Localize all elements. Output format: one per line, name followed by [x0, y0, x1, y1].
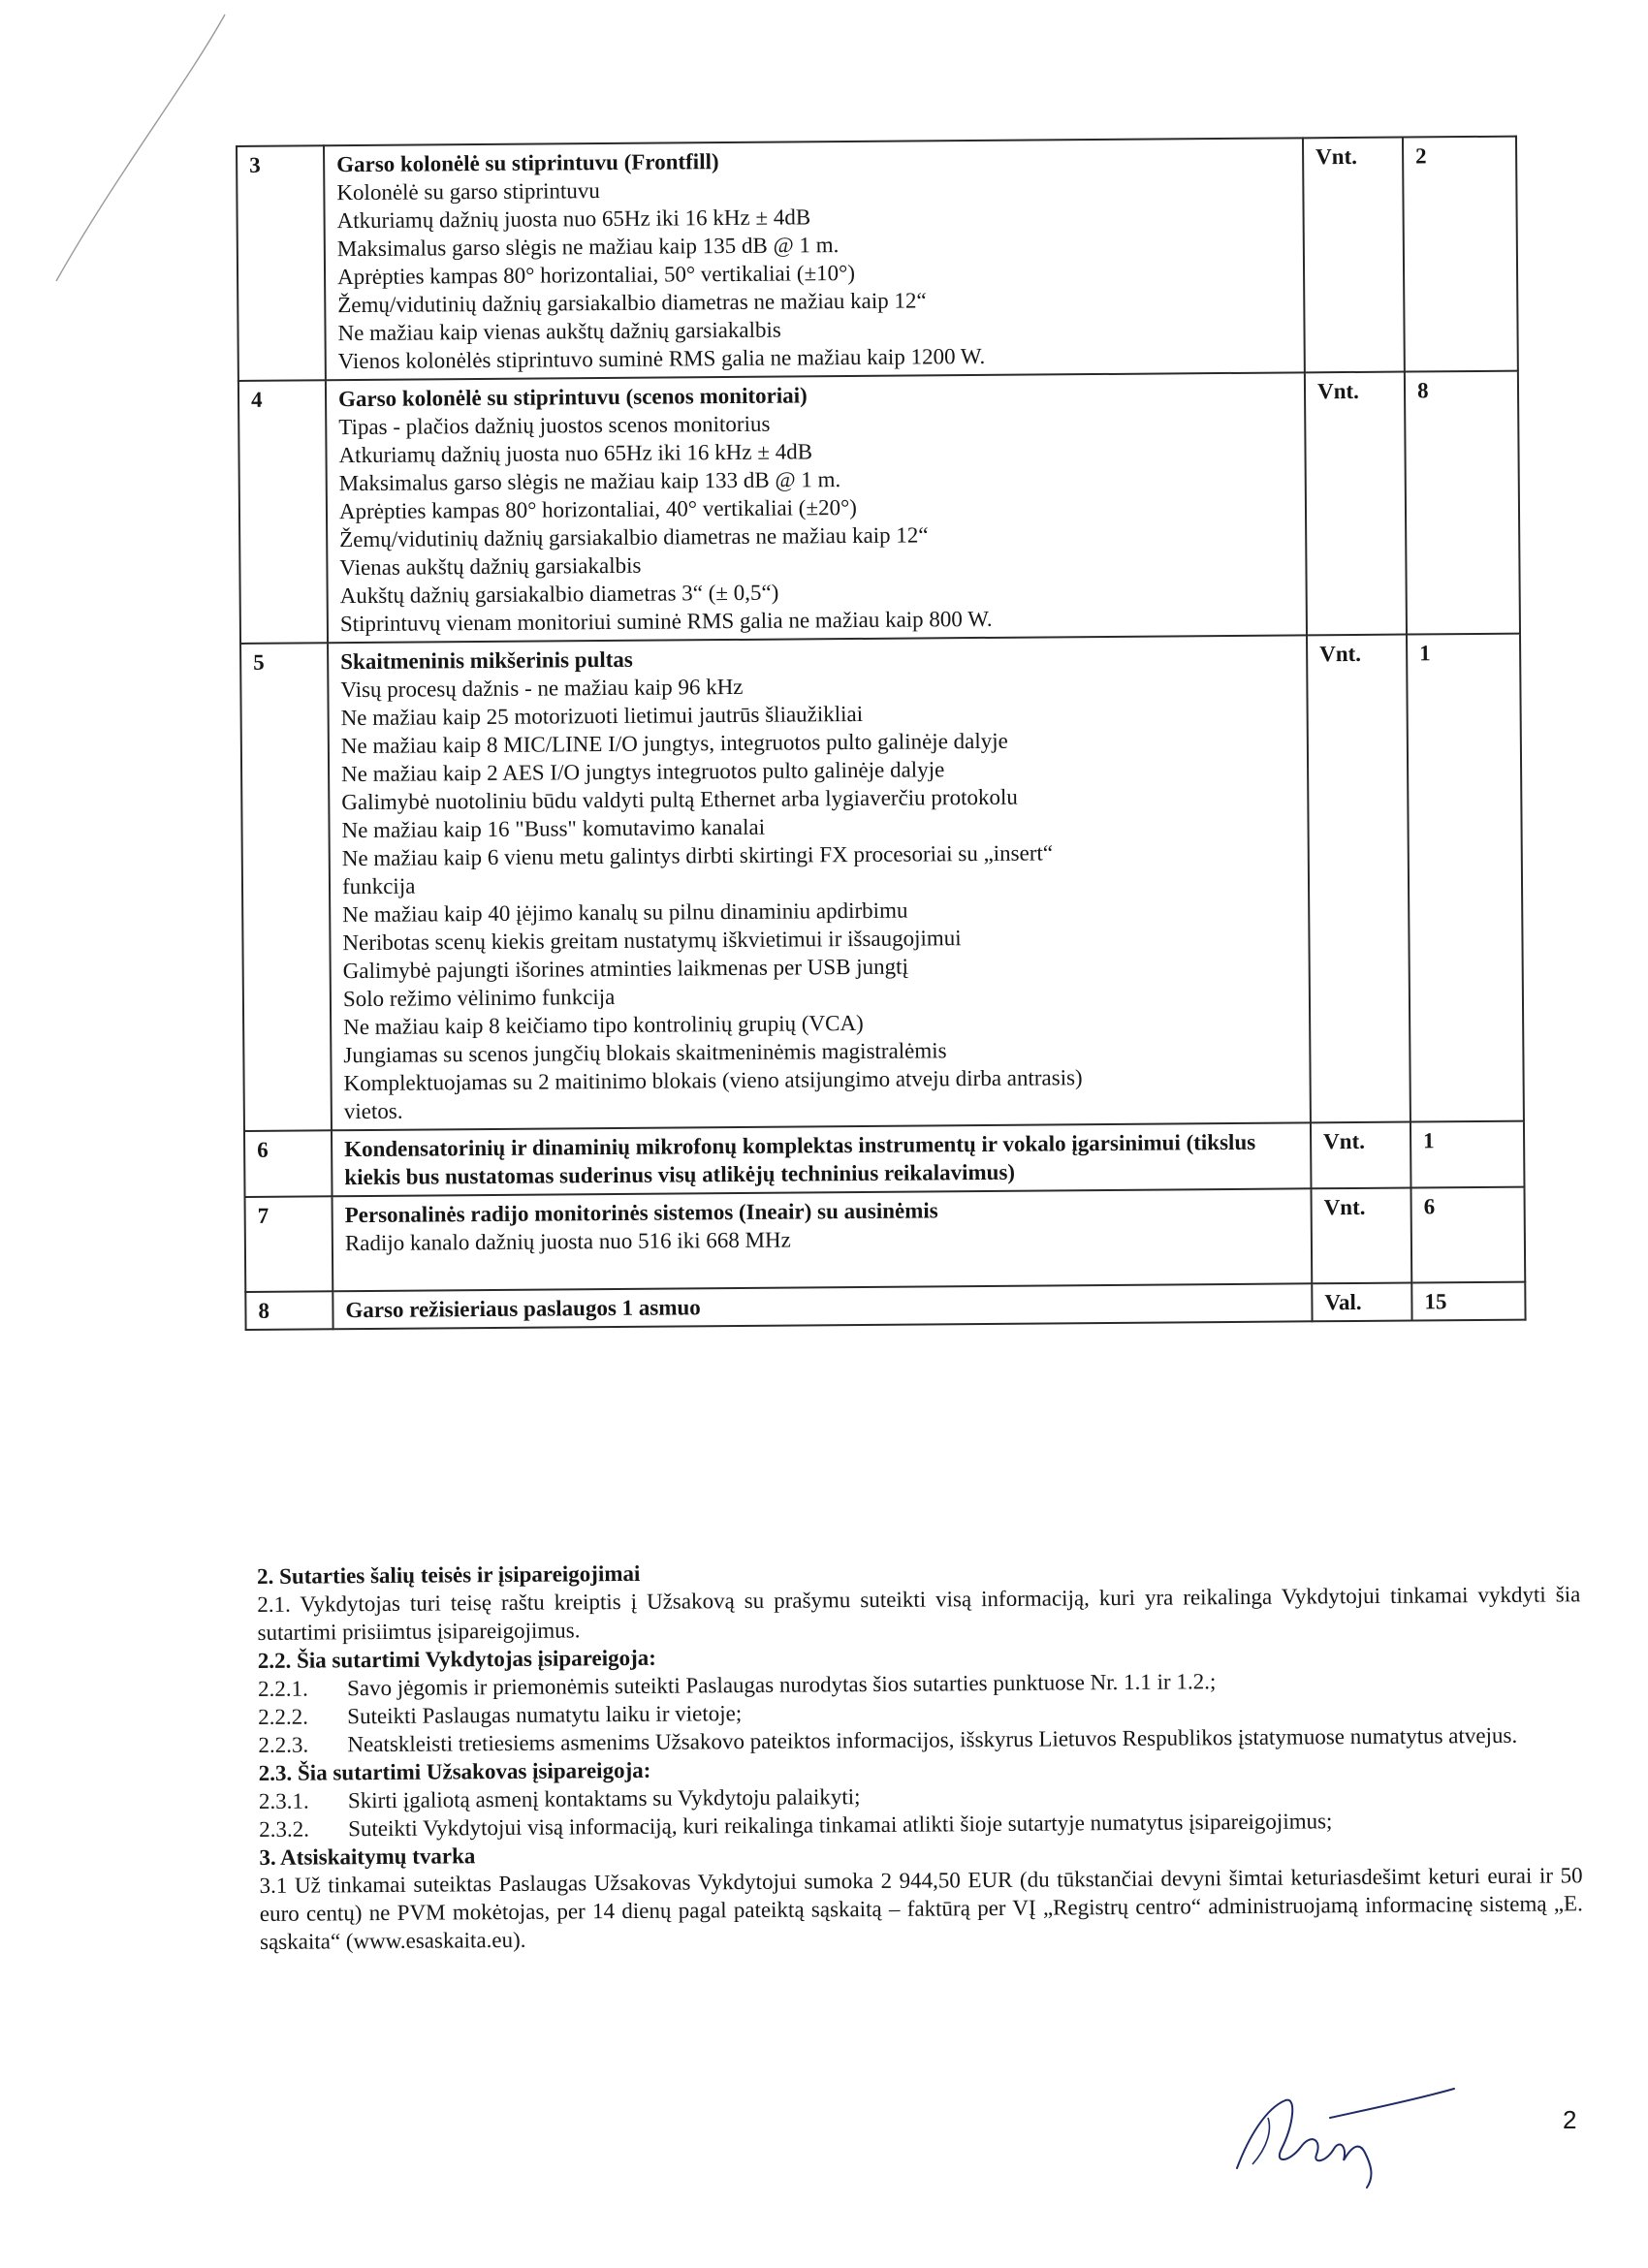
clause-text: Suteikti Vykdytojui visą informaciją, kuri reikalinga tinkamai atlikti šioje sutartyje numatytus įsipareigojimus; — [348, 1809, 1333, 1842]
spec-line: Solo režimo vėlinimo funkcija — [342, 984, 616, 1012]
row-title: Garso kolonėlė su stiprintuvu (Frontfill) — [336, 149, 719, 177]
spec-line: Ne mažiau kaip 40 įėjimo kanalų su pilnu dinaminiu apdirbimu — [342, 898, 908, 928]
clause-text: Suteikti Paslaugas numatytu laiku ir vietoje; — [347, 1701, 743, 1729]
spec-line: Maksimalus garso slėgis ne mažiau kaip 135 dB @ 1 m. — [336, 233, 840, 262]
row-title: Garso kolonėlė su stiprintuvu (scenos monitoriai) — [337, 383, 808, 412]
spec-line: Neribotas scenų kiekis greitam nustatymų iškvietimui ir išsaugojimui — [342, 926, 962, 956]
scan-edge-mark — [0, 0, 252, 310]
table-row — [240, 634, 1524, 1131]
row-title: Garso režisieriaus paslaugos 1 asmuo — [345, 1295, 701, 1323]
table-row — [238, 371, 1520, 644]
row-description — [324, 138, 1305, 380]
contract-body — [257, 1552, 1583, 1956]
spec-line: Galimybė pajungti išorines atminties laikmenas per USB jungtį — [342, 954, 909, 984]
spec-line: Aukštų dažnių garsiakalbio diametras 3“ (± 0,5“) — [339, 580, 779, 609]
row-unit: Vnt. — [1303, 138, 1405, 373]
spec-line: Žemų/vidutinių dažnių garsiakalbio diametras ne mažiau kaip 12“ — [337, 288, 927, 318]
row-quantity: 2 — [1403, 137, 1518, 372]
spec-line: Ne mažiau kaip 8 MIC/LINE I/O jungtys, integruotos pulto galinėje dalyje — [340, 728, 1008, 759]
row-number: 7 — [245, 1196, 333, 1292]
clause-text: Skirti įgaliotą asmenį kontaktams su Vykdytoju palaikyti; — [347, 1784, 861, 1813]
subsection-heading-2-2: 2.2. Šia sutartimi Vykdytojas įsipareigoja: — [257, 1645, 656, 1673]
spec-line: Aprėpties kampas 80° horizontaliai, 50° vertikaliai (±10°) — [336, 260, 856, 290]
spec-line: Ne mažiau kaip 8 keičiamo tipo kontrolinių grupių (VCA) — [343, 1010, 864, 1040]
spec-line: Vienas aukštų dažnių garsiakalbis — [339, 552, 642, 581]
spec-line: Vienos kolonėlės stiprintuvo suminė RMS galia ne mažiau kaip 1200 W. — [337, 343, 986, 374]
row-number: 5 — [240, 643, 332, 1131]
paragraph-2-1: 2.1. Vykdytojas turi teisę raštu kreiptis į Užsakovą su prašymu suteikti visą informaciją, kuri yra reikalinga Vykdytojui tinkamai vykdyti šia sutartimi prisiimtus įsipareigojimus. — [257, 1582, 1581, 1645]
row-number: 3 — [237, 145, 326, 381]
clause-number: 2.3.1. — [258, 1788, 309, 1813]
page-number: 2 — [1563, 2105, 1577, 2134]
spec-line: Jungiamas su scenos jungčių blokais skaitmeninėmis magistralėmis — [343, 1038, 947, 1068]
subsection-heading-2-3: 2.3. Šia sutartimi Užsakovas įsipareigoja: — [258, 1757, 651, 1785]
spec-line: Radijo kanalo dažnių juosta nuo 516 iki 668 MHz — [344, 1227, 791, 1256]
row-description — [332, 1122, 1312, 1196]
clause-text: Neatskleisti tretiesiems asmenims Užsakovo pateiktos informacijos, išskyrus Lietuvos Respublikos įstatymuose numatytus atvejus. — [347, 1722, 1518, 1757]
row-unit: Vnt. — [1307, 635, 1410, 1123]
signature-icon — [1229, 2079, 1462, 2195]
spec-line: Ne mažiau kaip 16 "Buss" komutavimo kanalai — [341, 814, 766, 843]
clause-number: 2.2.1. — [257, 1676, 308, 1701]
row-number: 6 — [244, 1130, 333, 1197]
spec-line: Atkuriamų dažnių juosta nuo 65Hz iki 16 kHz ± 4dB — [336, 205, 811, 234]
spec-line: Stiprintuvų vienam monitoriui suminė RMS galia ne mažiau kaip 800 W. — [339, 606, 993, 637]
row-quantity: 1 — [1407, 634, 1524, 1122]
row-quantity: 15 — [1411, 1282, 1525, 1321]
table-row — [244, 1121, 1524, 1197]
row-description — [326, 372, 1307, 643]
row-quantity: 8 — [1405, 371, 1520, 635]
spec-line: Ne mažiau kaip 6 vienu metu galintys dirbti skirtingi FX procesoriai su „insert“ — [341, 840, 1054, 871]
row-number: 8 — [245, 1291, 333, 1330]
spec-line: Visų procesų dažnis - ne mažiau kaip 96 kHz — [340, 674, 744, 703]
section-heading: 2. Sutarties šalių teisės ir įsipareigojimai — [257, 1560, 641, 1589]
table-row — [237, 137, 1518, 381]
spec-line: Žemų/vidutinių dažnių garsiakalbio diametras ne mažiau kaip 12“ — [339, 522, 929, 552]
spec-line: Aprėpties kampas 80° horizontaliai, 40° vertikaliai (±20°) — [338, 494, 857, 524]
spec-line: Galimybė nuotoliniu būdu valdyti pultą Ethernet arba lygiaverčiu protokolu — [341, 784, 1018, 815]
section-heading: 3. Atsiskaitymų tvarka — [259, 1843, 476, 1870]
row-unit: Vnt. — [1311, 1122, 1411, 1189]
row-description — [333, 1188, 1313, 1291]
clause-number: 2.3.2. — [259, 1816, 310, 1842]
row-title: Skaitmeninis mikšerinis pultas — [340, 646, 633, 675]
row-description — [328, 635, 1311, 1130]
row-unit: Vnt. — [1311, 1188, 1411, 1284]
spec-line: Tipas - plačios dažnių juostos scenos monitorius — [338, 411, 771, 440]
spec-line: funkcija — [341, 873, 416, 899]
row-description — [333, 1283, 1312, 1329]
spec-line: Komplektuojamas su 2 maitinimo blokais (vieno atsijungimo atveju dirba antrasis) — [343, 1065, 1083, 1096]
spec-line: Maksimalus garso slėgis ne mažiau kaip 133 dB @ 1 m. — [338, 467, 841, 496]
spec-line: vietos. — [343, 1098, 403, 1124]
clause-number: 2.2.2. — [258, 1704, 309, 1729]
row-number: 4 — [238, 380, 328, 644]
spec-line: Kolonėlė su garso stiprintuvu — [336, 178, 600, 205]
spec-line: Atkuriamų dažnių juosta nuo 65Hz iki 16 kHz ± 4dB — [338, 439, 813, 468]
specification-table — [236, 136, 1527, 1331]
row-title: Kondensatorinių ir dinaminių mikrofonų komplektas instrumentų ir vokalo įgarsinimui (tikslus kiekis bus nustatomas suderinus visų atlikėjų techninius reikalavimus) — [344, 1129, 1256, 1190]
clause-number: 2.2.3. — [258, 1732, 309, 1757]
row-quantity: 6 — [1410, 1187, 1525, 1283]
clause-text: Savo jėgomis ir priemonėmis suteikti Paslaugas nurodytas šios sutarties punktuose Nr. 1.1 ir 1.2.; — [346, 1669, 1217, 1701]
row-unit: Val. — [1312, 1283, 1411, 1322]
spec-line: Ne mažiau kaip vienas aukštų dažnių garsiakalbis — [337, 317, 781, 346]
row-quantity: 1 — [1410, 1121, 1525, 1188]
row-unit: Vnt. — [1305, 372, 1407, 636]
spec-line: Ne mažiau kaip 2 AES I/O jungtys integruotos pulto galinėje dalyje — [340, 757, 945, 787]
row-title: Personalinės radijo monitorinės sistemos (Ineair) su ausinėmis — [344, 1198, 938, 1228]
spec-line: Ne mažiau kaip 25 motorizuoti lietimui jautrūs šliaužikliai — [340, 701, 864, 731]
table-row — [245, 1187, 1526, 1292]
paragraph-3-1: 3.1 Už tinkamai suteiktas Paslaugas Užsakovas Vykdytojui sumoka 2 944,50 EUR (du tūkstančiai devyni šimtai keturiasdešimt keturi eurai ir 50 euro centų) ne PVM mokėtojas, per 14 dienų pagal pateiktą sąskaitą – faktūrą per VĮ „Registrų centro“ administruojamą informacinę sistemą „E. sąskaita“ (www.esaskaita.eu). — [259, 1863, 1583, 1954]
